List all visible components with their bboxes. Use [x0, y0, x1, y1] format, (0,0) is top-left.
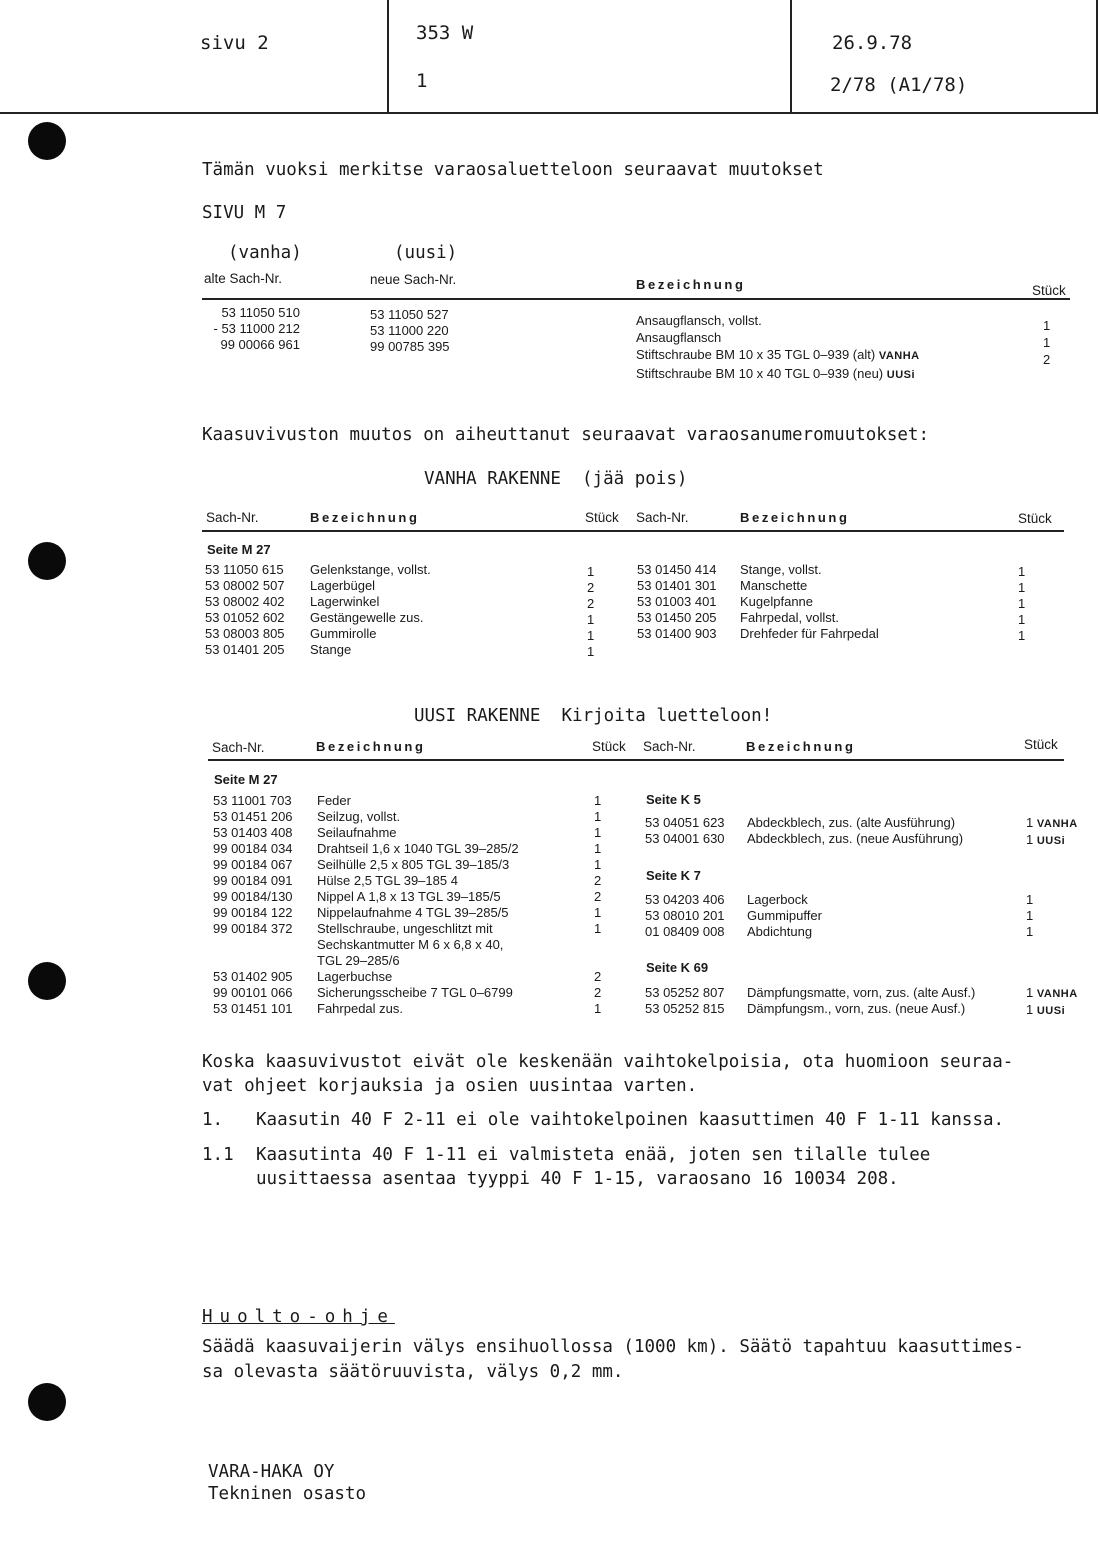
- part-number: 99 00184 122: [213, 905, 293, 920]
- handwritten-note: UUSi: [886, 369, 916, 381]
- part-number: 53 05252 815: [645, 1001, 725, 1016]
- part-number: [213, 953, 293, 969]
- part-number: 53 11050 510: [221, 305, 300, 320]
- part-name: Manschette: [740, 578, 808, 593]
- k5-qty: [1026, 815, 1078, 849]
- part-number: 53 08002 402: [205, 594, 285, 609]
- quantity: 2: [594, 889, 602, 904]
- service-line: Säädä kaasuvaijerin välys ensihuollossa (1000 km). Säätö tapahtuu kaasuttimes-: [202, 1337, 1024, 1357]
- part-name: Lagerbuchse: [317, 969, 393, 984]
- part-number: 53 05252 807: [645, 985, 725, 1000]
- part-name: Abdeckblech, zus. (neue Ausführung): [747, 831, 964, 846]
- part-number: 99 00184 091: [213, 873, 293, 888]
- part-number: 01 08409 008: [645, 924, 725, 939]
- quantity: 1 UUSi: [1026, 832, 1066, 847]
- doc-date: 26.9.78: [832, 32, 913, 54]
- part-number: 53 01401 205: [205, 642, 285, 657]
- part-number: 53 01451 101: [213, 1001, 293, 1016]
- old-right-qty: [1018, 564, 1025, 644]
- quantity: 1: [594, 841, 602, 856]
- quantity: 1: [1026, 924, 1034, 939]
- part-name: Sechskantmutter M 6 x 6,8 x 40,: [317, 937, 504, 952]
- old-numbers: [190, 305, 300, 353]
- col-description: Bezeichnung: [316, 739, 426, 754]
- part-number: 53 11000 220: [370, 323, 449, 338]
- doc-issue: 2/78 (A1/78): [830, 74, 968, 96]
- part-number: 99 00184 034: [213, 841, 293, 856]
- group-heading: Seite M 27: [207, 542, 271, 557]
- part-number: 53 01451 206: [213, 809, 293, 824]
- part-name: Fahrpedal zus.: [317, 1001, 403, 1016]
- quantity: 1: [1018, 612, 1026, 627]
- col-quantity: Stück: [1032, 283, 1066, 298]
- table-rule: [202, 298, 1070, 300]
- part-number: 53 11001 703: [213, 793, 292, 808]
- description: Stiftschraube BM 10 x 35 TGL 0–939 (alt) VANHA: [636, 347, 920, 362]
- quantity: 2: [594, 985, 602, 1000]
- part-name: Nippelaufnahme 4 TGL 39–285/5: [317, 905, 509, 920]
- doc-number: 353 W: [416, 22, 474, 44]
- service-title: Huolto-ohje: [202, 1307, 395, 1327]
- col-description: Bezeichnung: [636, 277, 746, 292]
- description: Ansaugflansch, vollst.: [636, 313, 762, 328]
- part-name: TGL 29–285/6: [317, 953, 400, 968]
- quantity: 2: [1043, 352, 1051, 367]
- part-number: 53 08010 201: [645, 908, 725, 923]
- part-name: Drahtseil 1,6 x 1040 TGL 39–285/2: [317, 841, 519, 856]
- binder-hole: [28, 962, 66, 1000]
- part-name: Gestängewelle zus.: [310, 610, 424, 625]
- note-item-text: Kaasutin 40 F 2-11 ei ole vaihtokelpoinen kaasuttimen 40 F 1-11 kanssa.: [256, 1110, 1005, 1130]
- part-name: Feder: [317, 793, 351, 808]
- binder-hole: [28, 1383, 66, 1421]
- col-description: Bezeichnung: [740, 510, 850, 525]
- note-line: Koska kaasuvivustot eivät ole keskenään vaihtokelpoisia, ota huomioon seuraa-: [202, 1052, 1014, 1072]
- k7-names: [747, 892, 822, 940]
- handwritten-note: VANHA: [1036, 988, 1078, 1000]
- part-number: 53 08002 507: [205, 578, 285, 593]
- quantities: [1043, 317, 1050, 368]
- new-label: (uusi): [394, 243, 458, 263]
- col-description: Bezeichnung: [746, 739, 856, 754]
- col-number: Sach-Nr.: [643, 739, 696, 754]
- part-name: Stange, vollst.: [740, 562, 822, 577]
- group-heading: Seite M 27: [214, 772, 278, 787]
- quantity: 1: [594, 1001, 602, 1016]
- sub-number: 1: [416, 70, 428, 92]
- part-name: Hülse 2,5 TGL 39–185 4: [317, 873, 458, 888]
- part-name: Dämpfungsm., vorn, zus. (neue Ausf.): [747, 1001, 966, 1016]
- part-number: [213, 937, 293, 953]
- k69-numbers: [645, 985, 725, 1017]
- part-name: Abdeckblech, zus. (alte Ausführung): [747, 815, 956, 830]
- header-divider: [790, 0, 792, 112]
- quantity: 1: [1018, 564, 1026, 579]
- new-left-numbers: [213, 793, 293, 1017]
- part-name: Gummipuffer: [747, 908, 822, 923]
- col-quantity: Stück: [1018, 511, 1052, 526]
- quantity: 2: [587, 580, 595, 595]
- handwritten-note: UUSi: [1036, 1005, 1066, 1017]
- k7-numbers: [645, 892, 725, 940]
- col-quantity: Stück: [585, 510, 619, 525]
- part-name: Fahrpedal, vollst.: [740, 610, 839, 625]
- part-name: Nippel A 1,8 x 13 TGL 39–185/5: [317, 889, 501, 904]
- note-item-number: 1.1: [202, 1145, 234, 1165]
- handwritten-note: VANHA: [878, 350, 920, 362]
- quantity: 1 UUSi: [1026, 1002, 1066, 1017]
- col-number: Sach-Nr.: [206, 510, 259, 525]
- part-name: Drehfeder für Fahrpedal: [740, 626, 879, 641]
- department-name: Tekninen osasto: [208, 1484, 367, 1504]
- quantity: 1: [1018, 580, 1026, 595]
- k69-names: [747, 985, 975, 1017]
- part-name: Seilhülle 2,5 x 805 TGL 39–185/3: [317, 857, 510, 872]
- col-number: Sach-Nr.: [636, 510, 689, 525]
- old-right-names: [740, 562, 879, 642]
- part-name: Sicherungsscheibe 7 TGL 0–6799: [317, 985, 513, 1000]
- part-number: 99 00785 395: [370, 339, 450, 354]
- quantity: 1 VANHA: [1026, 985, 1078, 1000]
- old-left-numbers: [205, 562, 285, 658]
- k5-names: [747, 815, 963, 847]
- old-right-numbers: [637, 562, 717, 642]
- part-name: Lagerbock: [747, 892, 808, 907]
- table-rule: [208, 759, 1064, 761]
- part-name: Gelenkstange, vollst.: [310, 562, 431, 577]
- part-number: 53 04051 623: [645, 815, 725, 830]
- col-new-number: neue Sach-Nr.: [370, 272, 457, 287]
- quantity: 1: [1043, 318, 1051, 333]
- company-name: VARA-HAKA OY: [208, 1462, 335, 1482]
- part-number: 53 01450 205: [637, 610, 717, 625]
- part-number: 53 01401 301: [637, 578, 717, 593]
- handwritten-note: VANHA: [1036, 818, 1078, 830]
- quantity: 1: [1026, 892, 1034, 907]
- quantity: 1: [594, 857, 602, 872]
- part-number: 53 01402 905: [213, 969, 293, 984]
- new-numbers: [370, 307, 450, 355]
- part-number: - 53 11000 212: [213, 321, 300, 336]
- k69-qty: [1026, 985, 1078, 1019]
- part-number: 53 01450 414: [637, 562, 717, 577]
- quantity: 1: [587, 564, 595, 579]
- quantity: 1: [594, 793, 602, 808]
- quantity: 2: [594, 969, 602, 984]
- part-number: 99 00066 961: [220, 337, 300, 352]
- description: Stiftschraube BM 10 x 40 TGL 0–939 (neu) UUSi: [636, 366, 916, 381]
- part-name: Stellschraube, ungeschlitzt mit: [317, 921, 493, 936]
- binder-hole: [28, 122, 66, 160]
- new-left-qty: [594, 793, 601, 1017]
- header-divider: [387, 0, 389, 112]
- old-structure-title: VANHA RAKENNE (jää pois): [424, 469, 688, 489]
- old-label: (vanha): [228, 243, 302, 263]
- note-item-text: Kaasutinta 40 F 1-11 ei valmisteta enää, joten sen tilalle tulee: [256, 1145, 931, 1165]
- quantity: 1: [594, 825, 602, 840]
- handwritten-note: UUSi: [1036, 835, 1066, 847]
- binder-hole: [28, 542, 66, 580]
- quantity: 1: [1043, 335, 1051, 350]
- description: Ansaugflansch: [636, 330, 722, 345]
- page-number: sivu 2: [200, 32, 269, 54]
- note-line: vat ohjeet korjauksia ja osien uusintaa varten.: [202, 1076, 698, 1096]
- part-name: Abdichtung: [747, 924, 813, 939]
- quantity: [594, 953, 601, 969]
- part-name: Lagerbügel: [310, 578, 376, 593]
- part-name: Seilzug, vollst.: [317, 809, 401, 824]
- part-number: 53 11050 615: [205, 562, 284, 577]
- service-line: sa olevasta säätöruuvista, välys 0,2 mm.: [202, 1362, 624, 1382]
- quantity: 2: [594, 873, 602, 888]
- quantity: 1: [594, 921, 602, 936]
- quantity: 1 VANHA: [1026, 815, 1078, 830]
- group-heading: Seite K 7: [646, 868, 701, 883]
- part-number: 53 01403 408: [213, 825, 293, 840]
- part-name: Dämpfungsmatte, vorn, zus. (alte Ausf.): [747, 985, 976, 1000]
- part-number: 53 04203 406: [645, 892, 725, 907]
- part-name: Gummirolle: [310, 626, 377, 641]
- section-title: SIVU M 7: [202, 203, 287, 223]
- part-number: 53 01052 602: [205, 610, 285, 625]
- old-left-qty: [587, 564, 594, 660]
- descriptions: [636, 312, 920, 384]
- part-number: 53 01003 401: [637, 594, 717, 609]
- quantity: 1: [587, 612, 595, 627]
- quantity: 1: [1026, 908, 1034, 923]
- col-quantity: Stück: [592, 739, 626, 754]
- quantity: 1: [587, 628, 595, 643]
- part-name: Stange: [310, 642, 352, 657]
- group-heading: Seite K 5: [646, 792, 701, 807]
- col-quantity: Stück: [1024, 737, 1058, 752]
- quantity: 1: [1018, 596, 1026, 611]
- col-old-number: alte Sach-Nr.: [204, 271, 283, 286]
- k5-numbers: [645, 815, 725, 847]
- change-note: Kaasuvivuston muutos on aiheuttanut seuraavat varaosanumeromuutokset:: [202, 425, 929, 445]
- group-heading: Seite K 69: [646, 960, 709, 975]
- new-left-names: [317, 793, 519, 1017]
- note-item-number: 1.: [202, 1110, 224, 1130]
- part-number: 53 01400 903: [637, 626, 717, 641]
- quantity: 1: [587, 644, 595, 659]
- quantity: 1: [594, 905, 602, 920]
- part-number: 99 00101 066: [213, 985, 293, 1000]
- col-description: Bezeichnung: [310, 510, 420, 525]
- k7-qty: [1026, 892, 1033, 940]
- part-number: 99 00184 067: [213, 857, 293, 872]
- header-box: [0, 0, 1098, 114]
- quantity: 2: [587, 596, 595, 611]
- quantity: [594, 937, 601, 953]
- table-rule: [202, 530, 1064, 532]
- part-number: 99 00184 372: [213, 921, 293, 936]
- note-item-text: uusittaessa asentaa tyyppi 40 F 1-15, varaosano 16 10034 208.: [256, 1169, 899, 1189]
- old-left-names: [310, 562, 431, 658]
- new-structure-title: UUSI RAKENNE Kirjoita luetteloon!: [414, 706, 773, 726]
- part-name: Kugelpfanne: [740, 594, 814, 609]
- part-name: Lagerwinkel: [310, 594, 380, 609]
- part-number: 53 08003 805: [205, 626, 285, 641]
- part-name: Seilaufnahme: [317, 825, 397, 840]
- quantity: 1: [594, 809, 602, 824]
- part-number: 53 04001 630: [645, 831, 725, 846]
- part-number: 53 11050 527: [370, 307, 449, 322]
- intro-text: Tämän vuoksi merkitse varaosaluetteloon seuraavat muutokset: [202, 160, 824, 180]
- quantity: 1: [1018, 628, 1026, 643]
- col-number: Sach-Nr.: [212, 740, 265, 755]
- part-number: 99 00184/130: [213, 889, 293, 904]
